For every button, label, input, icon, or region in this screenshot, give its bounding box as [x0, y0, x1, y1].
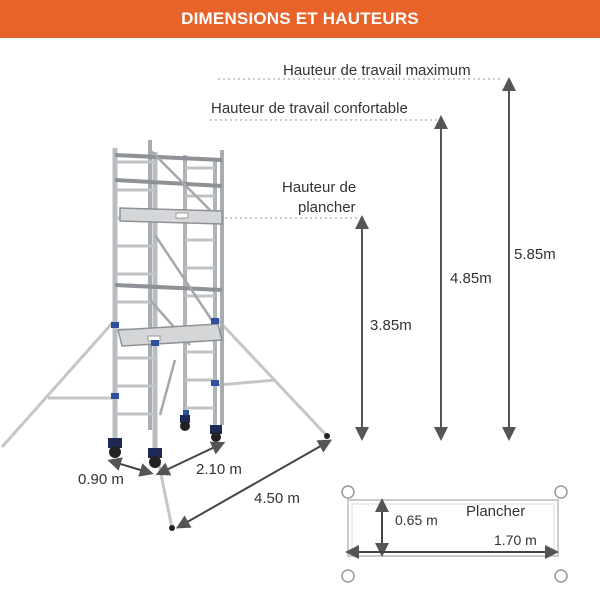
floor-height-label-line2: plancher — [298, 199, 356, 216]
floor-height-label-line1: Hauteur de — [282, 179, 357, 196]
comfort-height-value: 4.85m — [450, 270, 492, 287]
stabilizer-span-value: 4.50 m — [254, 490, 300, 507]
platform-width-value: 0.65 m — [395, 512, 438, 528]
platform-lower — [118, 324, 222, 346]
page-title: DIMENSIONS ET HAUTEURS — [181, 9, 419, 28]
platform-upper — [120, 208, 222, 224]
base-length-value: 2.10 m — [196, 461, 242, 478]
floor-height-value: 3.85m — [370, 317, 412, 334]
platform-length-value: 1.70 m — [494, 532, 537, 548]
max-height-label: Hauteur de travail maximum — [283, 62, 471, 79]
max-height-value: 5.85m — [514, 246, 556, 263]
comfort-height-label: Hauteur de travail confortable — [211, 100, 408, 117]
base-width-value: 0.90 m — [78, 471, 124, 488]
platform-label: Plancher — [466, 503, 526, 520]
scaffold-tower — [108, 140, 222, 468]
stabilizer-span-arrow — [182, 443, 326, 525]
